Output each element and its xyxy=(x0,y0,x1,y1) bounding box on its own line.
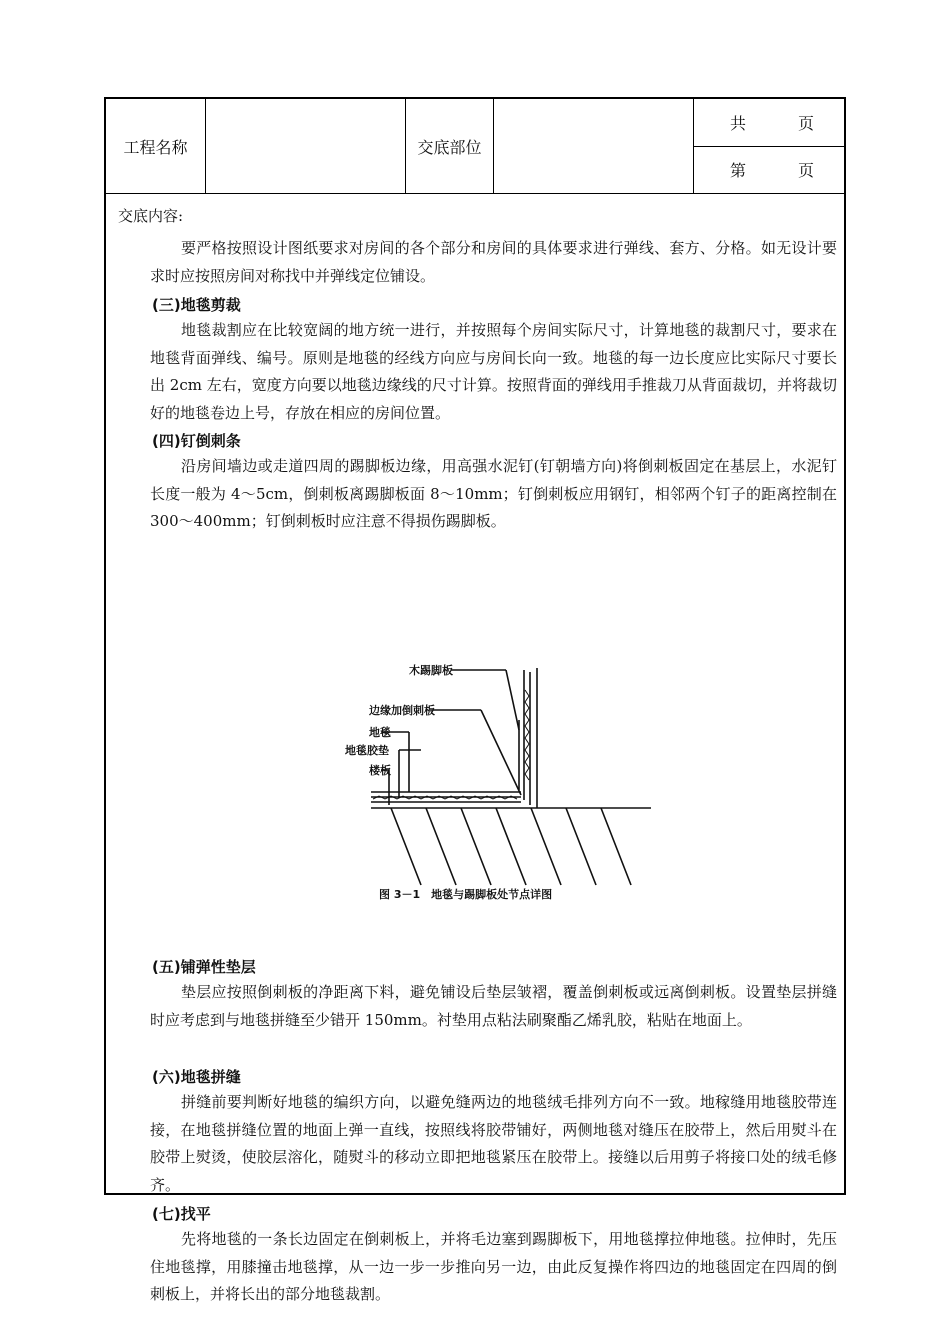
figure-label: 地毯 xyxy=(369,726,391,739)
section-title: (六)地毯拼缝 xyxy=(152,1068,241,1086)
section-title: (五)铺弹性垫层 xyxy=(152,958,256,976)
page-suffix: 页 xyxy=(798,161,815,180)
total-suffix: 页 xyxy=(798,114,815,133)
disclosure-location-label: 交底部位 xyxy=(406,99,494,193)
page-prefix: 第 xyxy=(730,161,747,180)
section-text: 拼缝前要判断好地毯的编织方向，以避免缝两边的地毯绒毛排列方向不一致。地稼缝用地毯胶带连接，在地毯拼缝位置的地面上弹一直线，按照线将胶带铺好，两侧地毯对缝压在胶带上，然后用熨斗在胶带上熨烫，使胶层溶化，随熨斗的移动立即把地毯紧压在胶带上。接缝以后用剪子将接口处的绒毛修齐。 xyxy=(150,1093,837,1194)
content-label: 交底内容: xyxy=(118,207,184,225)
intro-paragraph: 要严格按照设计图纸要求对房间的各个部分和房间的具体要求进行弹线、套方、分格。如无设计要求时应按照房间对称找中并弹线定位铺设。 xyxy=(150,239,837,285)
section-text: 地毯裁割应在比较宽阔的地方统一进行，并按照每个房间实际尺寸，计算地毯的裁割尺寸，要求在地毯背面弹线、编号。原则是地毯的经线方向应与房间长向一致。地毯的每一边长度应比实际尺寸要长出 2cm 左右，宽度方向要以地毯边缘线的尺寸计算。按照背面的弹线用手推裁刀从背面裁切，并将裁切好的地毯卷边上号，存放在相应的房间位置。 xyxy=(150,321,837,422)
section-text: 沿房间墙边或走道四周的踢脚板边缘，用高强水泥钉(钉朝墙方向)将倒刺板固定在基层上，水泥钉长度一般为 4～5cm，倒刺板离踢脚板面 8～10mm；钉倒刺板应用钢钉，相邻两个钉子的距离控制在 300～400mm；钉倒刺板时应注意不得损伤踢脚板。 xyxy=(150,457,837,530)
section-text: 先将地毯的一条长边固定在倒刺板上，并将毛边塞到踢脚板下，用地毯撑拉伸地毯。拉伸时，先压住地毯撑，用膝撞击地毯撑，从一边一步一步推向另一边，由此反复操作将四边的地毯固定在四周的倒刺板上，并将长出的部分地毯裁割。 xyxy=(150,1230,837,1303)
figure-caption: 图 3－1 地毯与踢脚板处节点详图 xyxy=(379,888,553,901)
project-name-label: 工程名称 xyxy=(106,99,206,193)
total-prefix: 共 xyxy=(730,114,747,133)
figure-label: 边缘加倒刺板 xyxy=(369,704,435,717)
form-header xyxy=(106,99,844,194)
figure-label: 地毯胶垫 xyxy=(345,744,389,757)
figure-label: 楼板 xyxy=(369,764,391,777)
project-name-field[interactable] xyxy=(206,99,406,193)
disclosure-form xyxy=(104,97,846,1303)
section-title: (三)地毯剪裁 xyxy=(152,296,241,314)
page-number-cell xyxy=(694,146,844,193)
section-text: 垫层应按照倒刺板的净距离下料，避免铺设后垫层皱褶，覆盖倒刺板或远离倒刺板。设置垫层拼缝时应考虑到与地毯拼缝至少错开 150mm。衬垫用点粘法刷聚酯乙烯乳胶，粘贴在地面上。 xyxy=(150,983,837,1029)
carpet-detail-figure xyxy=(321,650,661,925)
figure-drawing xyxy=(321,650,661,925)
figure-label: 木踢脚板 xyxy=(409,664,453,677)
section-title: (四)钉倒刺条 xyxy=(152,432,241,450)
disclosure-location-field[interactable] xyxy=(494,99,694,193)
total-pages-cell xyxy=(694,99,844,147)
section-title: (七)找平 xyxy=(152,1205,211,1223)
